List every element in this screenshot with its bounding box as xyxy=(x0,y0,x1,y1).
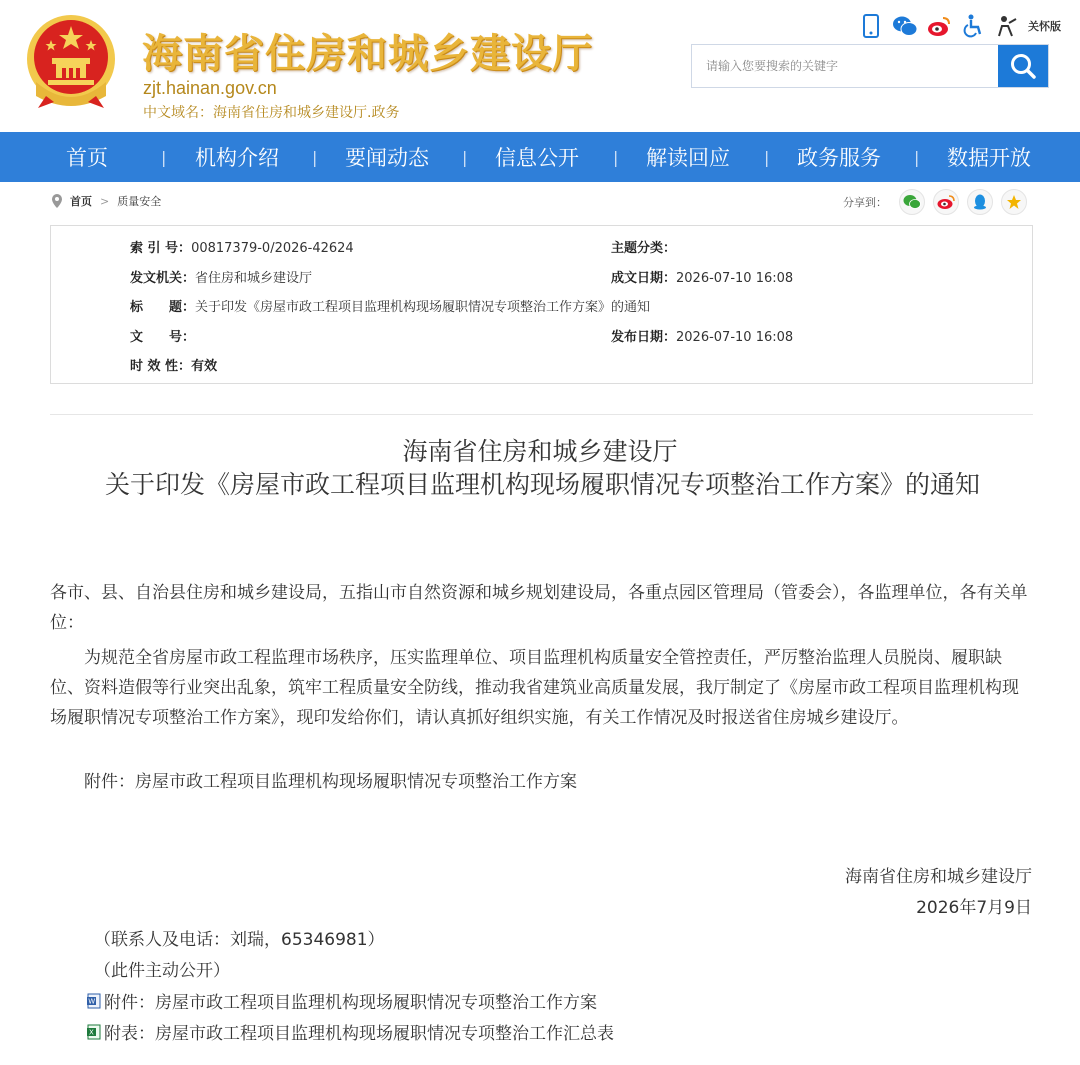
document-attachment-line: 附件：房屋市政工程项目监理机构现场履职情况专项整治工作方案 xyxy=(84,772,577,792)
search-icon xyxy=(1009,52,1037,80)
national-emblem-icon xyxy=(24,12,118,110)
attachment-link-doc-label[interactable]: 附件：房屋市政工程项目监理机构现场履职情况专项整治工作方案 xyxy=(104,993,597,1013)
site-header xyxy=(0,0,1080,132)
excel-file-icon xyxy=(86,1024,102,1040)
meta-issuer-label: 发文机关： xyxy=(130,271,196,286)
qq-share-icon[interactable] xyxy=(967,189,993,215)
wechat-icon[interactable] xyxy=(892,13,918,39)
document-paragraph: 为规范全省房屋市政工程监理市场秩序，压实监理单位、项目监理机构质量安全管控责任，严厉整治监理人员脱岗、履职缺位、资料造假等行业突出乱象，筑牢工程质量安全防线，推动我省建筑业高质量发展，我厅制定了《房屋市政工程项目监理机构现场履职情况专项整治工作方案》，现印发给你们，请认真抓好组织实施，有关工作情况及时报送省住房城乡建设厅。 xyxy=(50,648,1019,728)
site-domain: zjt.hainan.gov.cn xyxy=(143,78,277,98)
search-input[interactable] xyxy=(692,45,998,87)
meta-title xyxy=(130,296,650,315)
care-mode-icon[interactable] xyxy=(994,13,1020,39)
attachment-link-xls[interactable] xyxy=(86,1019,614,1044)
care-mode-label[interactable]: 关怀版 xyxy=(1028,20,1061,33)
wechat-share-icon[interactable] xyxy=(899,189,925,215)
meta-created-label: 成文日期： xyxy=(611,271,677,286)
nav-separator: | xyxy=(914,147,920,167)
qzone-share-icon[interactable] xyxy=(1001,189,1027,215)
public-note: （此件主动公开） xyxy=(94,961,230,981)
nav-item-services[interactable]: 政务服务 xyxy=(797,146,881,170)
signature-date: 2026年7月9日 xyxy=(916,898,1032,918)
share-label: 分享到： xyxy=(843,196,887,209)
top-icon-bar xyxy=(858,12,1061,40)
meta-validity xyxy=(130,355,217,374)
location-pin-icon xyxy=(52,194,62,208)
weibo-share-icon[interactable] xyxy=(933,189,959,215)
nav-separator: | xyxy=(462,147,468,167)
breadcrumb-home[interactable]: 首页 xyxy=(70,195,92,208)
meta-published xyxy=(611,326,793,345)
document-addressees: 各市、县、自治县住房和城乡建设局，五指山市自然资源和城乡规划建设局，各重点园区管理局（管委会），各监理单位，各有关单位： xyxy=(50,583,1028,633)
breadcrumb xyxy=(52,193,161,209)
meta-doc-no xyxy=(130,326,195,345)
svg-text:W: W xyxy=(88,997,96,1006)
breadcrumb-arrow: > xyxy=(100,194,110,208)
meta-index-no-label: 索 引 号： xyxy=(130,241,192,256)
accessibility-icon[interactable] xyxy=(960,13,986,39)
nav-item-home[interactable]: 首页 xyxy=(66,146,108,170)
meta-issuer xyxy=(130,267,312,286)
search-box xyxy=(691,44,1049,88)
nav-item-news[interactable]: 要闻动态 xyxy=(345,146,429,170)
nav-item-open-data[interactable]: 数据开放 xyxy=(947,146,1031,170)
nav-separator: | xyxy=(613,147,619,167)
site-cn-domain: 中文域名：海南省住房和城乡建设厅.政务 xyxy=(143,105,400,121)
meta-validity-value: 有效 xyxy=(191,359,218,374)
nav-item-info-disclosure[interactable]: 信息公开 xyxy=(495,146,579,170)
nav-item-about[interactable]: 机构介绍 xyxy=(195,146,279,170)
mobile-icon[interactable] xyxy=(858,13,884,39)
meta-title-value: 关于印发《房屋市政工程项目监理机构现场履职情况专项整治工作方案》的通知 xyxy=(195,300,651,315)
meta-title-label: 标 题： xyxy=(130,300,196,315)
nav-item-interpretation[interactable]: 解读回应 xyxy=(646,146,730,170)
nav-separator: | xyxy=(764,147,770,167)
meta-topic-label: 主题分类： xyxy=(611,241,677,256)
meta-published-value: 2026-07-10 16:08 xyxy=(676,330,794,345)
meta-created xyxy=(611,267,793,286)
meta-created-value: 2026-07-10 16:08 xyxy=(676,271,794,286)
meta-published-label: 发布日期： xyxy=(611,330,677,345)
svg-text:X: X xyxy=(89,1028,94,1037)
document-meta-box xyxy=(50,225,1033,384)
search-button[interactable] xyxy=(998,45,1048,87)
meta-validity-label: 时 效 性： xyxy=(130,359,192,374)
share-bar xyxy=(843,189,1027,215)
nav-separator: | xyxy=(161,147,167,167)
meta-index-no xyxy=(130,237,354,256)
breadcrumb-current[interactable]: 质量安全 xyxy=(117,195,162,208)
meta-topic xyxy=(611,237,676,256)
attachment-link-xls-label[interactable]: 附表：房屋市政工程项目监理机构现场履职情况专项整治工作汇总表 xyxy=(104,1024,614,1044)
weibo-icon[interactable] xyxy=(926,13,952,39)
nav-separator: | xyxy=(312,147,318,167)
signature-org: 海南省住房和城乡建设厅 xyxy=(845,867,1032,887)
document-title: 关于印发《房屋市政工程项目监理机构现场履职情况专项整治工作方案》的通知 xyxy=(104,470,980,499)
word-file-icon xyxy=(86,993,102,1009)
content-divider xyxy=(50,414,1033,415)
document-title-issuer: 海南省住房和城乡建设厅 xyxy=(402,437,678,466)
site-title[interactable]: 海南省住房和城乡建设厅 xyxy=(142,31,593,77)
main-nav xyxy=(0,132,1080,182)
meta-issuer-value: 省住房和城乡建设厅 xyxy=(195,271,313,286)
contact-note: （联系人及电话：刘瑞，65346981） xyxy=(94,930,385,950)
meta-doc-no-label: 文 号： xyxy=(130,330,196,345)
attachment-link-doc[interactable] xyxy=(86,988,597,1013)
meta-index-no-value: 00817379-0/2026-42624 xyxy=(191,241,354,256)
